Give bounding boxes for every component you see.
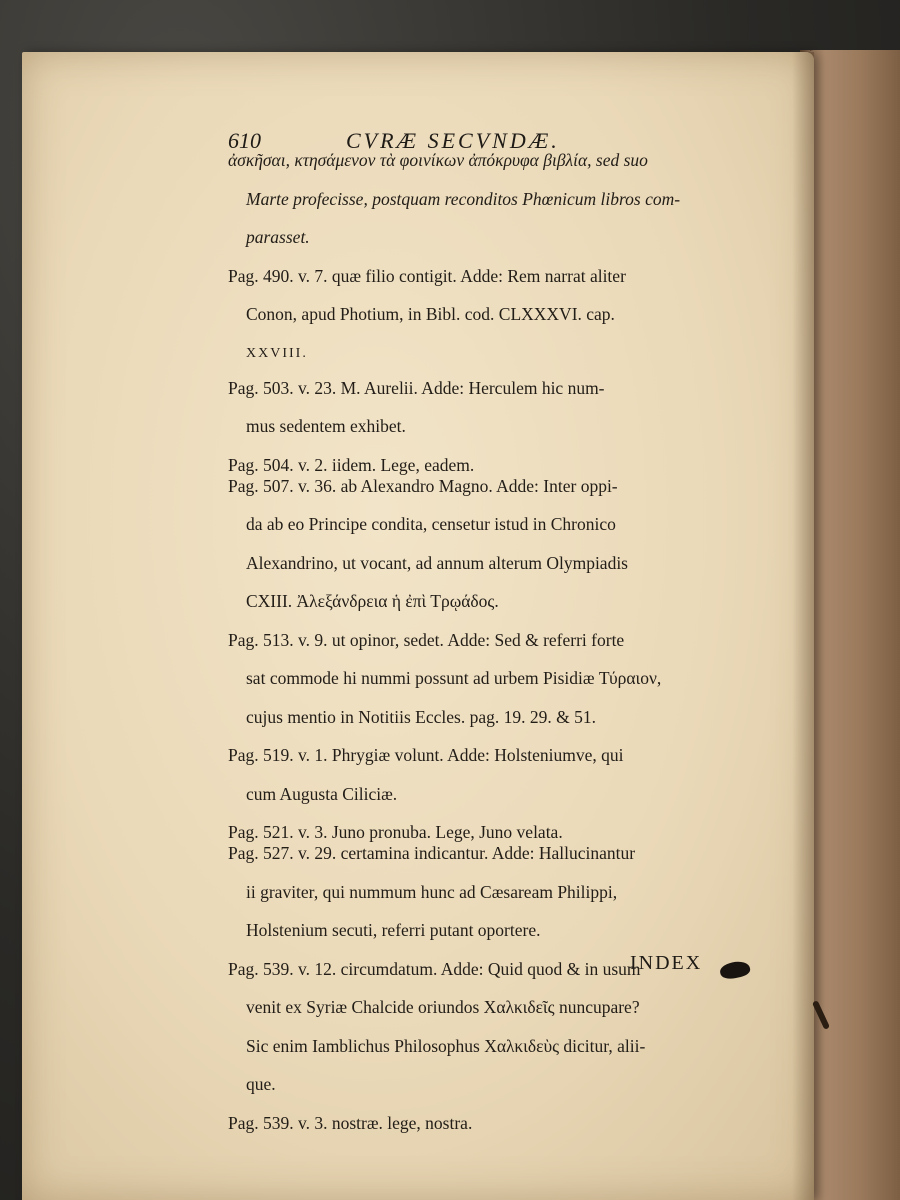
text-line: Conon, apud Photium, in Bibl. cod. CLXXXVI. cap. [246,304,615,324]
errata-entry: Pag. 539. v. 3. nostræ. lege, nostra. [228,1112,473,1133]
facing-page-edge [800,50,900,1200]
text-line: ἀσκῆσαι, κτησάμενον τὰ φοινίκων ἀπόκρυφα βιβλία, sed suo [228,150,648,170]
catchword: INDEX [630,952,703,974]
text-line: ii graviter, qui nummum hunc ad Cæsaream Philippi, [246,881,618,902]
errata-entry: Pag. 507. v. 36. ab Alexandro Magno. Adde: Inter oppi- [228,475,618,496]
text-line: cujus mentio in Notitiis Eccles. pag. 19. 29. & 51. [246,706,596,727]
text-line: sat commode hi nummi possunt ad urbem Pisidiæ Τύραιον, [246,668,662,688]
errata-entry: Pag. 513. v. 9. ut opinor, sedet. Adde: Sed & referri forte [228,629,625,650]
text-line: CXIII. Ἀλεξάνδρεια ἡ ἐπὶ Τρῳάδος. [246,591,499,611]
errata-entry: Pag. 504. v. 2. iidem. Lege, eadem. [228,454,475,475]
text-line: Marte profecisse, postquam reconditos Phœnicum libros com- [246,188,681,209]
text-line: que. [246,1074,276,1094]
errata-entry: Pag. 503. v. 23. M. Aurelii. Adde: Herculem hic num- [228,377,605,398]
text-line: venit ex Syriæ Chalcide oriundos Χαλκιδεῖς nuncupare? [246,997,640,1017]
errata-entry: Pag. 490. v. 7. quæ filio contigit. Adde: Rem narrat aliter [228,265,626,286]
text-line: da ab eo Principe condita, censetur istud in Chronico [246,514,616,534]
text-line: mus sedentem exhibet. [246,416,406,436]
text-line: Holstenium secuti, referri putant oportere. [246,920,541,940]
errata-entry: Pag. 521. v. 3. Juno pronuba. Lege, Juno velata. [228,822,563,842]
errata-text [228,150,748,1134]
text-line: Alexandrino, ut vocant, ad annum alterum Olympiadis [246,552,628,573]
errata-entry: Pag. 539. v. 12. circumdatum. Adde: Quid quod & in usum [228,958,641,979]
page-number: 610 [228,128,261,153]
errata-entry: Pag. 519. v. 1. Phrygiæ volunt. Adde: Holsteniumve, qui [228,745,624,765]
text-line: cum Augusta Ciliciæ. [246,783,398,804]
text-line: Sic enim Iamblichus Philosophus Χαλκιδεὺς dicitur, alii- [246,1035,646,1056]
errata-entry: Pag. 527. v. 29. certamina indicantur. Adde: Hallucinantur [228,843,636,863]
running-title: CVRÆ SECVNDÆ. [346,128,560,153]
text-line: parasset. [246,227,310,247]
text-line: XXVIII. [246,345,308,361]
